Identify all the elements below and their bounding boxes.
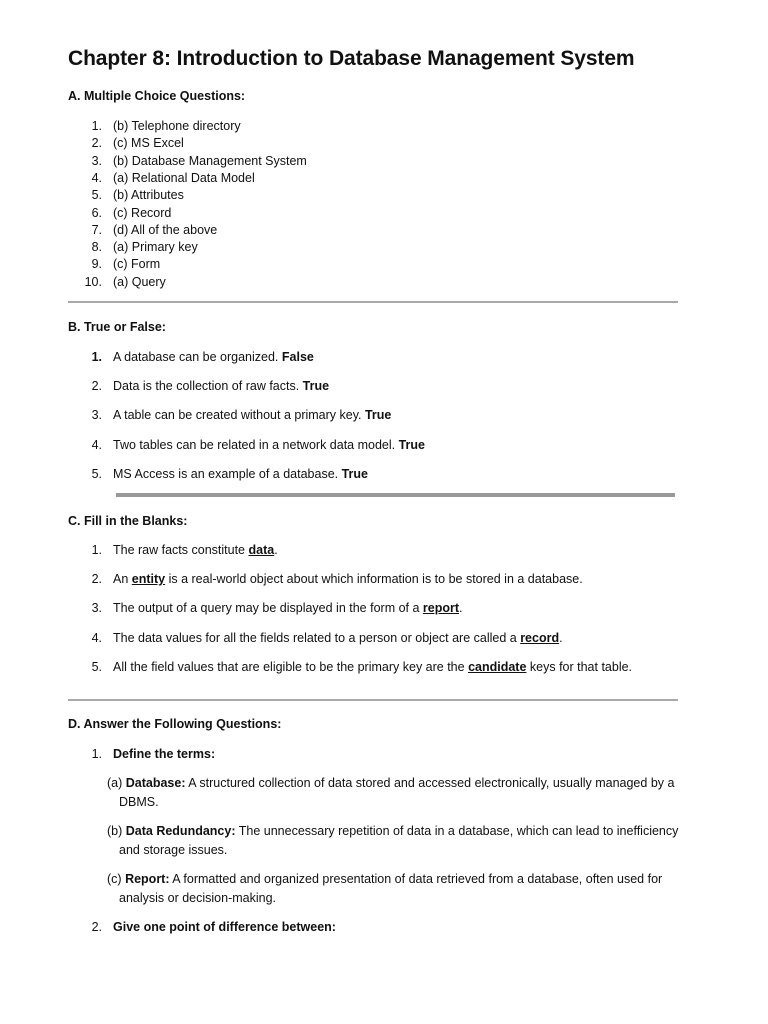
sentence	[113, 542, 278, 558]
item-number: 10.	[84, 274, 102, 289]
statement	[113, 466, 368, 482]
answer-text: (c) Record	[113, 205, 172, 220]
sentence-text: The data values for all the fields related to a person or object are called a	[113, 630, 521, 645]
definition-marker: (c)	[107, 872, 126, 886]
statement-text: A database can be organized.	[113, 350, 282, 364]
answer-value: True	[398, 437, 425, 452]
item-number: 8.	[91, 240, 102, 255]
sentence-text: keys for that table.	[526, 659, 633, 674]
item-number: 7.	[91, 222, 102, 237]
section-c-heading: C. Fill in the Blanks:	[68, 514, 188, 528]
definition-term: Database:	[125, 776, 186, 790]
sentence	[113, 600, 463, 616]
definition-text: The unnecessary repetition of data in a database, which can lead to inefficiency	[235, 824, 679, 838]
blank-answer: record	[520, 630, 560, 645]
sentence	[113, 659, 632, 675]
item-number: 3.	[91, 408, 102, 423]
sentence-text: .	[459, 601, 463, 616]
definition-text: A structured collection of data stored and accessed electronically, usually managed by a	[185, 776, 675, 790]
item-number: 5.	[91, 188, 102, 203]
divider	[68, 699, 678, 701]
item-number: 4.	[91, 630, 102, 645]
item-number: 5.	[91, 466, 102, 481]
statement	[113, 378, 329, 394]
question-label: Give one point of difference between:	[113, 920, 336, 934]
answer-value: True	[341, 466, 369, 481]
answer-value: False	[281, 350, 314, 364]
statement-text: MS Access is an example of a database.	[113, 466, 342, 481]
definition-marker: (b)	[107, 824, 126, 838]
blank-answer: report	[422, 601, 460, 616]
item-number: 4.	[91, 437, 102, 452]
answer-text: (a) Query	[113, 274, 166, 289]
statement-text: Data is the collection of raw facts.	[113, 379, 303, 394]
definition-line	[107, 870, 677, 889]
item-number: 1.	[91, 747, 102, 761]
item-number: 4.	[91, 170, 102, 185]
definition-marker: (a)	[107, 776, 126, 790]
statement	[113, 349, 314, 365]
item-number: 6.	[91, 205, 102, 220]
statement	[113, 407, 391, 423]
sentence-text: .	[559, 630, 563, 645]
sentence-text: An	[113, 572, 132, 587]
item-number: 2.	[91, 136, 102, 151]
sentence-text: .	[274, 543, 278, 557]
statement-text: Two tables can be related in a network data model.	[113, 437, 399, 452]
answer-text: (b) Database Management System	[113, 153, 307, 168]
answer-text: (a) Relational Data Model	[113, 170, 255, 185]
item-number: 9.	[91, 257, 102, 272]
divider	[116, 493, 675, 497]
divider	[68, 301, 678, 303]
statement-text: A table can be created without a primary key.	[113, 408, 365, 423]
page-title: Chapter 8: Introduction to Database Management System	[68, 47, 635, 70]
item-number: 3.	[91, 601, 102, 616]
answer-value: True	[302, 379, 330, 394]
question-label: Define the terms:	[113, 747, 216, 761]
section-d-heading: D. Answer the Following Questions:	[68, 717, 282, 731]
item-number: 1.	[91, 350, 102, 364]
definition-continuation: analysis or decision-making.	[119, 891, 277, 905]
item-number: 2.	[91, 572, 102, 587]
definition-term: Report:	[125, 872, 170, 886]
sentence-text: All the field values that are eligible to be the primary key are the	[113, 659, 469, 674]
answer-text: (b) Attributes	[113, 188, 184, 203]
definition-line	[107, 774, 677, 793]
blank-answer: data	[248, 543, 275, 557]
sentence	[113, 630, 563, 646]
definition-text: A formatted and organized presentation of data retrieved from a database, often used for	[169, 872, 663, 886]
definition-item	[107, 774, 677, 812]
item-number: 5.	[91, 659, 102, 674]
definition-item	[107, 870, 677, 908]
blank-answer: entity	[131, 572, 166, 587]
statement	[113, 437, 425, 453]
sentence-text: The raw facts constitute	[113, 543, 249, 557]
answer-text: (c) MS Excel	[113, 136, 184, 151]
definition-line	[107, 822, 677, 841]
answer-text: (d) All of the above	[113, 222, 218, 237]
item-number: 3.	[91, 153, 102, 168]
sentence	[113, 571, 583, 587]
item-number: 2.	[91, 920, 102, 934]
sentence-text: The output of a query may be displayed in the form of a	[113, 601, 423, 616]
definition-term: Data Redundancy:	[125, 824, 236, 838]
definition-continuation: DBMS.	[119, 795, 159, 809]
sentence-text: is a real-world object about which information is to be stored in a database.	[165, 572, 583, 587]
section-a-heading: A. Multiple Choice Questions:	[68, 89, 246, 103]
definition-item	[107, 822, 677, 860]
definition-continuation: and storage issues.	[119, 843, 228, 857]
item-number: 2.	[91, 379, 102, 394]
answer-text: (b) Telephone directory	[113, 119, 241, 133]
blank-answer: candidate	[468, 659, 527, 674]
item-number: 1.	[91, 543, 102, 557]
item-number: 1.	[91, 119, 102, 133]
answer-text: (a) Primary key	[113, 240, 198, 255]
section-b-heading: B. True or False:	[68, 320, 166, 334]
answer-text: (c) Form	[113, 257, 161, 272]
answer-value: True	[364, 408, 392, 423]
